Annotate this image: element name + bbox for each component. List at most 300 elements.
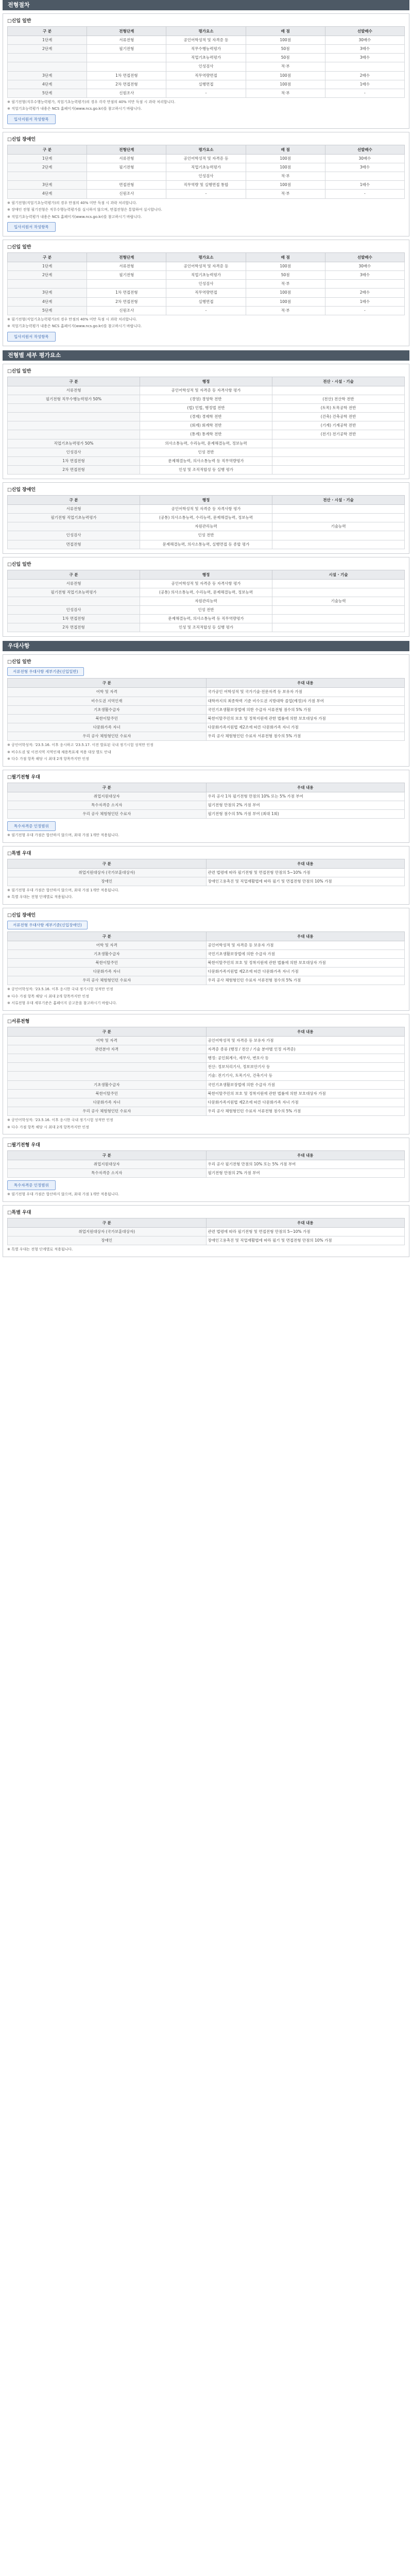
- table-cell: (건축) 건축공학 전반: [272, 413, 405, 421]
- table-cell: 기초생활수급자: [8, 950, 207, 958]
- table-row: [8, 1098, 405, 1107]
- table-cell: 북한이탈주민: [8, 1089, 207, 1098]
- table-cell: 공인어학성적 및 자격증 등 자격사항 평가: [140, 505, 272, 514]
- pref-general-note: ※ 비수도권 및 이전지역 지역인재 채용목표제 적용 대상 별도 안내: [7, 750, 111, 754]
- pref-doc-box: [3, 1014, 409, 1134]
- pref-written-box: [3, 770, 409, 843]
- column-header: 우대 내용: [206, 1151, 405, 1160]
- table-row: [8, 505, 405, 514]
- table-cell: 북한이탈주민: [8, 959, 207, 968]
- criteria-general2-box: [3, 557, 409, 637]
- table-cell: [87, 62, 166, 71]
- process-general-note: ※ 직업기초능력평가 내용은 NCS 홈페이지(www.ncs.go.kr)를 참고하시기 바랍니다.: [7, 107, 142, 111]
- criteria-disabled-box: [3, 482, 409, 554]
- table-cell: 1배수: [325, 297, 404, 306]
- table-row: [8, 1054, 405, 1063]
- table-cell: 기술능력: [272, 522, 405, 531]
- table-cell: 국민기초생활보장법에 의한 수급자 가점: [206, 1080, 405, 1089]
- section-title-criteria: 전형별 세부 평가요소: [3, 350, 409, 361]
- table-cell: 북한이탈주민의 보호 및 정착지원에 관한 법률에 의한 보호대상자 가점: [206, 1089, 405, 1098]
- table-cell: 50점: [246, 45, 325, 54]
- table-cell: 적·부: [246, 89, 325, 97]
- table-cell: -: [325, 190, 404, 198]
- table-cell: 인성검사: [166, 172, 246, 181]
- table-cell: 신원조사: [87, 190, 166, 198]
- table-cell: 100점: [246, 80, 325, 89]
- table-row: [8, 289, 405, 297]
- table-row: [8, 154, 405, 163]
- table-cell: [8, 54, 87, 62]
- table-cell: 자원관리능력: [140, 522, 272, 531]
- table-cell: 100점: [246, 36, 325, 45]
- table-cell: (공통) 의사소통능력, 수리능력, 문제해결능력, 정보능력: [140, 588, 272, 597]
- pref-general-note: ※ 공인어학성적: '23.5.16. 이후 응시하고 '23.5.17. 이전 발표된 국내 정기시험 성적만 인정: [7, 743, 153, 748]
- special-cert-button[interactable]: 특수자격증 인정범위: [7, 1180, 56, 1190]
- table-cell: 1차 면접전형: [8, 456, 140, 465]
- table-row: [8, 705, 405, 714]
- table-cell: 신원조사: [87, 89, 166, 97]
- table-header-row: [8, 1151, 405, 1160]
- table-cell: 직업기초능력평가: [166, 54, 246, 62]
- table-cell: 5단계: [8, 306, 87, 315]
- table-row: [8, 1072, 405, 1080]
- pref-special2-table: [7, 1218, 405, 1245]
- table-cell: 인성검사: [8, 606, 140, 615]
- table-cell: 우리 공사 체험형인턴 수료자: [8, 1107, 207, 1115]
- table-cell: 장애인고용촉진 및 직업재활법에 따라 필기 및 면접전형 만점의 10% 가점: [206, 877, 405, 886]
- table-cell: 취업지원대상자: [8, 792, 207, 801]
- table-cell: [87, 54, 166, 62]
- table-header-row: [8, 679, 405, 688]
- column-header: 우대 내용: [206, 1218, 405, 1227]
- table-cell: 다문화가족지원법 제2조에 따른 다문화가족 자녀 가점: [206, 723, 405, 732]
- table-header-row: [8, 783, 405, 792]
- table-cell: 필기전형 직무수행능력평가 50%: [8, 395, 140, 403]
- table-row: [8, 456, 405, 465]
- table-cell: 우리 공사 체험형인턴 수료자: [8, 732, 207, 741]
- table-cell: 다문화가족 자녀: [8, 1098, 207, 1107]
- table-cell: 1단계: [8, 262, 87, 271]
- pref-disabled-note: ※ 다수 가점 항목 해당 시 최대 2개 항목까지만 인정: [7, 994, 89, 998]
- table-cell: 공인어학성적 및 자격증 등: [166, 36, 246, 45]
- table-row: [8, 262, 405, 271]
- table-row: [8, 36, 405, 45]
- table-cell: [8, 430, 140, 439]
- table-cell: 자격증 종류 (행정 / 전산 / 기술 분야별 인정 자격증): [206, 1045, 405, 1054]
- pref-general-subtitle: □ 신입 일반: [7, 658, 405, 665]
- table-cell: 취업지원대상자 (국가보훈대상자): [8, 868, 207, 877]
- section-title-preference: 우대사항: [3, 641, 409, 651]
- column-header: 전형단계: [87, 145, 166, 154]
- table-cell: 1단계: [8, 154, 87, 163]
- table-row: [8, 54, 405, 62]
- table-cell: [325, 62, 404, 71]
- column-header: 구 분: [8, 1027, 207, 1036]
- column-header: 구 분: [8, 859, 207, 868]
- table-cell: (전기) 전기공학 전반: [272, 430, 405, 439]
- table-cell: 필기전형 직업기초능력평가: [8, 514, 140, 522]
- criteria-general2-subtitle: □ 신입 일반: [7, 561, 405, 567]
- table-cell: 4단계: [8, 80, 87, 89]
- table-cell: (토목) 토목공학 전반: [272, 404, 405, 413]
- pref-disabled-subtitle: □ 신입 장애인: [7, 911, 405, 918]
- process-disabled-table: [7, 145, 405, 199]
- table-row: [8, 606, 405, 615]
- process-general2-box: [3, 240, 409, 346]
- table-row: [8, 1236, 405, 1245]
- table-row: [8, 1107, 405, 1115]
- table-cell: (기계) 기계공학 전반: [272, 421, 405, 430]
- table-cell: 국가공인 어학성적 및 국가기술·전문자격 등 보유자 가점: [206, 688, 405, 697]
- table-cell: 다문화가족지원법 제2조에 따른 다문화가족 자녀 가점: [206, 968, 405, 976]
- table-cell: 신원조사: [87, 306, 166, 315]
- column-header: 배 점: [246, 27, 325, 36]
- table-cell: 3배수: [325, 45, 404, 54]
- table-cell: 30배수: [325, 154, 404, 163]
- table-cell: 100점: [246, 71, 325, 80]
- column-header: 평가요소: [166, 27, 246, 36]
- table-cell: 인성검사: [8, 448, 140, 456]
- table-header-row: [8, 859, 405, 868]
- special-cert-button[interactable]: 특수자격증 인정범위: [7, 821, 56, 831]
- table-row: [8, 71, 405, 80]
- table-cell: 관련분야 자격: [8, 1045, 207, 1054]
- table-row: [8, 597, 405, 605]
- pref-disabled-note: ※ 서류전형 우대 세부기준은 홈페이지 공고문을 참고하시기 바랍니다.: [7, 1001, 117, 1006]
- table-cell: 장애인: [8, 877, 207, 886]
- pref-special-note: ※ 필기전형 우대 가점은 합산하지 않으며, 최대 가점 1개만 적용됩니다.: [7, 888, 119, 892]
- table-cell: [272, 531, 405, 540]
- column-header: 구 분: [8, 679, 207, 688]
- table-header-row: [8, 570, 405, 579]
- table-cell: 북한이탈주민의 보호 및 정착지원에 관한 법률에 의한 보호대상자 가점: [206, 959, 405, 968]
- table-cell: 인성 전반: [140, 606, 272, 615]
- table-cell: [272, 579, 405, 588]
- process-disabled-note: ※ 필기전형(직업기초능력평가)의 경우 만점의 40% 미만 득점 시 과락 처리합니다.: [7, 200, 137, 205]
- table-cell: 북한이탈주민: [8, 714, 207, 723]
- pref-disabled-note: ※ 공인어학성적: '23.5.16. 이후 응시한 국내 정기시험 성적만 인정: [7, 987, 113, 992]
- table-cell: 3배수: [325, 54, 404, 62]
- table-cell: 우리 공사 체험형인턴 수료자 서류전형 점수의 5% 가점: [206, 1107, 405, 1115]
- table-cell: 기술능력: [272, 597, 405, 605]
- pref-special-table: [7, 859, 405, 886]
- column-header: 구 분: [8, 931, 207, 941]
- table-row: [8, 968, 405, 976]
- table-cell: 우리 공사 1차 필기전형 만점의 10% 또는 5% 가점 부여: [206, 792, 405, 801]
- table-cell: [272, 514, 405, 522]
- table-cell: 적·부: [246, 190, 325, 198]
- table-cell: [8, 1063, 207, 1072]
- process-general-box: [3, 13, 409, 129]
- table-header-row: [8, 145, 405, 154]
- table-row: [8, 809, 405, 818]
- table-row: [8, 386, 405, 395]
- table-cell: [87, 280, 166, 289]
- table-cell: [272, 456, 405, 465]
- column-header: 구 분: [8, 1218, 207, 1227]
- table-cell: 100점: [246, 181, 325, 190]
- table-cell: 인성 및 조직적합성 등 실행 평가: [140, 465, 272, 474]
- table-cell: 행정: 공인회계사, 세무사, 변호사 등: [206, 1054, 405, 1063]
- table-cell: 의사소통능력, 수리능력, 문제해결능력, 정보능력: [140, 439, 272, 448]
- process-disabled-note: ※ 장애인 전형 필기전형은 직무수행능력평가를 실시하지 않으며, 면접전형은 통합하여 실시합니다.: [7, 208, 162, 212]
- table-row: [8, 163, 405, 172]
- pref-doc-subtitle: □ 서류전형: [7, 1018, 405, 1024]
- table-cell: 공인어학성적 및 자격증 등 자격사항 평가: [140, 579, 272, 588]
- table-row: [8, 522, 405, 531]
- table-row: [8, 280, 405, 289]
- criteria-disabled-table: [7, 495, 405, 549]
- table-cell: 필기전형: [87, 163, 166, 172]
- table-cell: 3배수: [325, 163, 404, 172]
- table-row: [8, 404, 405, 413]
- table-cell: 3단계: [8, 181, 87, 190]
- table-cell: 서류전형: [8, 579, 140, 588]
- table-cell: 기초생활수급자: [8, 1080, 207, 1089]
- table-cell: 1차 면접전형: [87, 289, 166, 297]
- process-disabled-note: ※ 직업기초능력평가 내용은 NCS 홈페이지(www.ncs.go.kr)를 참고하시기 바랍니다.: [7, 214, 142, 219]
- table-cell: -: [325, 306, 404, 315]
- table-cell: 4단계: [8, 190, 87, 198]
- table-cell: 2차 면접전형: [87, 297, 166, 306]
- table-row: [8, 421, 405, 430]
- table-cell: 인성검사: [166, 62, 246, 71]
- table-row: [8, 732, 405, 741]
- table-cell: 우리 공사 필기전형 만점의 10% 또는 5% 가점 부여: [206, 1160, 405, 1169]
- table-cell: -: [325, 89, 404, 97]
- table-cell: 어학 및 자격: [8, 688, 207, 697]
- table-cell: (전산) 전산학 전반: [272, 395, 405, 403]
- table-cell: 필기전형: [87, 45, 166, 54]
- application-items-button[interactable]: 입사지원서 작성항목: [7, 332, 56, 342]
- table-cell: 공인어학성적 및 자격증 등: [166, 262, 246, 271]
- table-cell: 2단계: [8, 45, 87, 54]
- table-row: [8, 89, 405, 97]
- table-row: [8, 1089, 405, 1098]
- table-cell: 직업기초능력평가: [166, 271, 246, 280]
- table-cell: (법) 민법, 행정법 전반: [140, 404, 272, 413]
- table-cell: [272, 505, 405, 514]
- pref-special2-subtitle: □ 특별 우대: [7, 1209, 405, 1215]
- table-cell: 기술: 전기기사, 토목기사, 건축기사 등: [206, 1072, 405, 1080]
- table-cell: 3배수: [325, 271, 404, 280]
- table-cell: [8, 62, 87, 71]
- table-cell: 전산: 정보처리기사, 정보보안기사 등: [206, 1063, 405, 1072]
- table-cell: 3단계: [8, 289, 87, 297]
- table-cell: 1차 면접전형: [87, 71, 166, 80]
- pref-doc-table: [7, 1027, 405, 1116]
- table-cell: 50점: [246, 271, 325, 280]
- column-header: 구 분: [8, 496, 140, 505]
- table-cell: -: [166, 306, 246, 315]
- table-cell: 문제해결능력, 의사소통능력 등 직무역량평가: [140, 456, 272, 465]
- pref-written-subtitle: □ 필기전형 우대: [7, 773, 405, 780]
- table-cell: 다문화가족 자녀: [8, 723, 207, 732]
- column-header: 우대 내용: [206, 1027, 405, 1036]
- table-cell: 취업지원대상자 (국가보훈대상자): [8, 1227, 207, 1236]
- column-header: 전형단계: [87, 27, 166, 36]
- pref-doc-note: ※ 다수 가점 항목 해당 시 최대 2개 항목까지만 인정: [7, 1125, 89, 1129]
- table-cell: 3단계: [8, 71, 87, 80]
- pref-general-box: [3, 654, 409, 766]
- table-row: [8, 448, 405, 456]
- column-header: 우대 내용: [206, 679, 405, 688]
- table-cell: 우리 공사 체험형인턴 수료자: [8, 809, 207, 818]
- table-row: [8, 941, 405, 950]
- table-cell: 어학 및 자격: [8, 941, 207, 950]
- table-row: [8, 1160, 405, 1169]
- application-items-button[interactable]: 입사지원서 작성항목: [7, 222, 56, 232]
- column-header: 구 분: [8, 377, 140, 386]
- column-header: 구 분: [8, 1151, 207, 1160]
- pref-disabled-box: [3, 908, 409, 1011]
- criteria-general2-table: [7, 570, 405, 633]
- criteria-general-table: [7, 377, 405, 474]
- table-cell: 직무수행능력평가: [166, 45, 246, 54]
- table-cell: [272, 615, 405, 623]
- pref-detail-button[interactable]: 서류전형 우대사항 세부기준(신입일반): [7, 667, 84, 676]
- pref-written2-box: [3, 1138, 409, 1202]
- table-cell: 특수자격증 소지자: [8, 1169, 207, 1178]
- table-header-row: [8, 1218, 405, 1227]
- column-header: 선발배수: [325, 145, 404, 154]
- column-header: 구 분: [8, 783, 207, 792]
- pref-disabled-table: [7, 931, 405, 986]
- table-cell: (회계) 회계학 전반: [140, 421, 272, 430]
- column-header: 구 분: [8, 253, 87, 262]
- table-cell: 100점: [246, 289, 325, 297]
- column-header: 평가요소: [166, 145, 246, 154]
- table-cell: 장애인고용촉진 및 직업재활법에 따라 필기 및 면접전형 만점의 10% 가점: [206, 1236, 405, 1245]
- table-cell: 우리 공사 체험형인턴 수료자: [8, 976, 207, 985]
- table-row: [8, 465, 405, 474]
- table-row: [8, 439, 405, 448]
- pref-detail-button[interactable]: 서류전형 우대사항 세부기준(신입장애인): [7, 921, 88, 929]
- table-cell: 다문화가족지원법 제2조에 따른 다문화가족 자녀 가점: [206, 1098, 405, 1107]
- column-header: 전형단계: [87, 253, 166, 262]
- table-cell: [325, 172, 404, 181]
- table-cell: 장애인: [8, 1236, 207, 1245]
- table-cell: [8, 280, 87, 289]
- application-items-button[interactable]: 입사지원서 작성항목: [7, 114, 56, 124]
- table-cell: -: [166, 89, 246, 97]
- table-cell: 면접전형: [87, 181, 166, 190]
- pref-written2-table: [7, 1150, 405, 1178]
- table-header-row: [8, 1027, 405, 1036]
- table-header-row: [8, 27, 405, 36]
- table-row: [8, 413, 405, 421]
- table-cell: 1단계: [8, 36, 87, 45]
- table-cell: 북한이탈주민의 보호 및 정착지원에 관한 법률에 의한 보호대상자 가점: [206, 714, 405, 723]
- criteria-disabled-subtitle: □ 신입 장애인: [7, 486, 405, 493]
- column-header: 구 분: [8, 145, 87, 154]
- table-cell: [8, 522, 140, 531]
- table-cell: 취업지원대상자: [8, 1160, 207, 1169]
- table-cell: 실행면접: [166, 297, 246, 306]
- table-cell: 30배수: [325, 262, 404, 271]
- table-cell: 관련 법령에 따라 필기전형 및 면접전형 만점의 5~10% 가점: [206, 868, 405, 877]
- column-header: 전산 · 시설 · 기술: [272, 496, 405, 505]
- pref-special-box: [3, 846, 409, 905]
- table-cell: [8, 172, 87, 181]
- table-cell: [325, 280, 404, 289]
- table-row: [8, 792, 405, 801]
- table-row: [8, 540, 405, 549]
- process-general-subtitle: □ 신입 일반: [7, 17, 405, 24]
- criteria-general-box: [3, 364, 409, 479]
- table-row: [8, 190, 405, 198]
- table-row: [8, 588, 405, 597]
- table-header-row: [8, 377, 405, 386]
- table-cell: 2배수: [325, 71, 404, 80]
- pref-written2-subtitle: □ 필기전형 우대: [7, 1141, 405, 1148]
- table-cell: 서류전형: [8, 505, 140, 514]
- table-cell: 직업기초능력평가: [166, 163, 246, 172]
- table-cell: 1배수: [325, 80, 404, 89]
- table-cell: 서류전형: [87, 262, 166, 271]
- table-cell: [272, 439, 405, 448]
- column-header: 우대 내용: [206, 931, 405, 941]
- table-cell: 100점: [246, 154, 325, 163]
- table-cell: 공인어학성적 및 자격증 등 보유자 가점: [206, 1036, 405, 1045]
- table-row: [8, 45, 405, 54]
- column-header: 구 분: [8, 27, 87, 36]
- table-row: [8, 959, 405, 968]
- table-cell: 직무역량면접: [166, 71, 246, 80]
- table-row: [8, 801, 405, 809]
- table-cell: 적·부: [246, 172, 325, 181]
- pref-written2-note: ※ 필기전형 우대 가점은 합산하지 않으며, 최대 가점 1개만 적용됩니다.: [7, 1192, 119, 1197]
- table-row: [8, 623, 405, 632]
- table-cell: 인성 전반: [140, 448, 272, 456]
- table-header-row: [8, 253, 405, 262]
- table-cell: 직무역량면접: [166, 289, 246, 297]
- table-cell: 국민기초생활보장법에 의한 수급자 가점: [206, 950, 405, 958]
- table-cell: [8, 1072, 207, 1080]
- table-row: [8, 1063, 405, 1072]
- table-cell: [272, 540, 405, 549]
- table-cell: [272, 465, 405, 474]
- pref-general-note: ※ 다수 가점 항목 해당 시 최대 2개 항목까지만 인정: [7, 757, 89, 761]
- table-cell: 2배수: [325, 289, 404, 297]
- table-cell: [87, 172, 166, 181]
- column-header: 우대 내용: [206, 859, 405, 868]
- table-row: [8, 181, 405, 190]
- pref-general-table: [7, 678, 405, 741]
- column-header: 선발배수: [325, 27, 404, 36]
- table-row: [8, 714, 405, 723]
- table-cell: 면접전형: [8, 540, 140, 549]
- table-cell: 인성 전반: [140, 531, 272, 540]
- pref-doc-note: ※ 공인어학성적: '23.5.16. 이후 응시한 국내 정기시험 성적만 인정: [7, 1118, 113, 1122]
- table-row: [8, 531, 405, 540]
- table-cell: [8, 597, 140, 605]
- table-cell: 100점: [246, 262, 325, 271]
- table-cell: (공통) 의사소통능력, 수리능력, 문제해결능력, 정보능력: [140, 514, 272, 522]
- column-header: 선발배수: [325, 253, 404, 262]
- table-cell: [8, 421, 140, 430]
- table-row: [8, 172, 405, 181]
- table-cell: 4단계: [8, 297, 87, 306]
- column-header: 구 분: [8, 570, 140, 579]
- table-cell: 필기전형 만점의 2% 가점 부여: [206, 801, 405, 809]
- table-cell: 2단계: [8, 163, 87, 172]
- pref-written-table: [7, 783, 405, 819]
- table-row: [8, 579, 405, 588]
- table-cell: 적·부: [246, 62, 325, 71]
- table-cell: 비수도권 지역인재: [8, 697, 207, 705]
- table-cell: 국민기초생활보장법에 의한 수급자 서류전형 점수의 5% 가점: [206, 705, 405, 714]
